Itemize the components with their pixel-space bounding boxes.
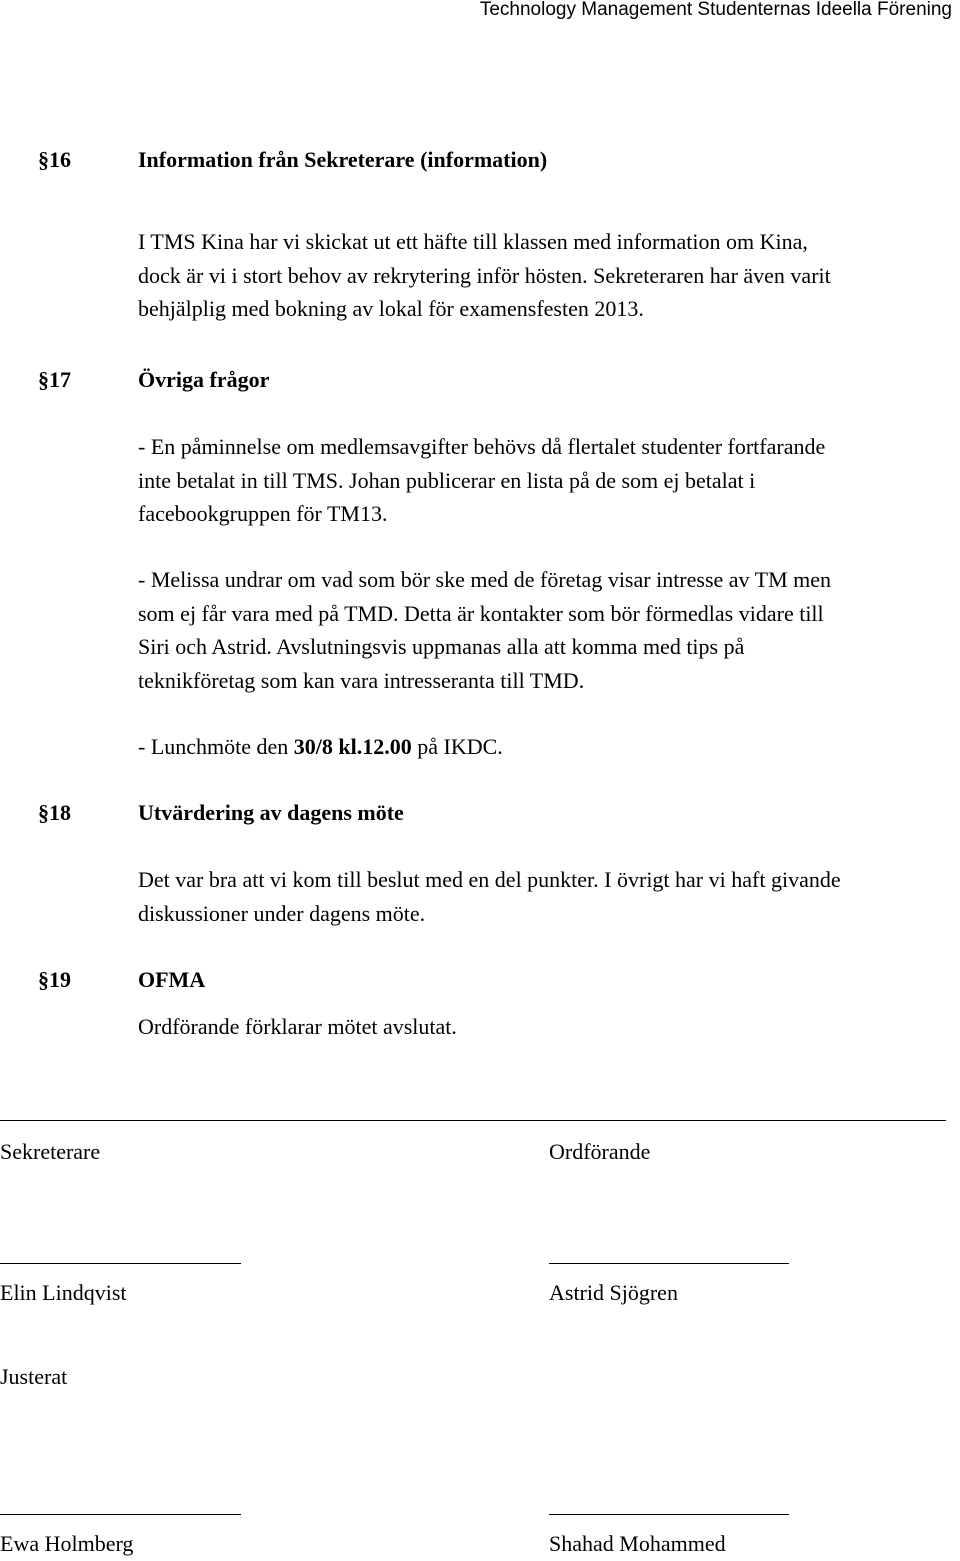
- signature-divider: [0, 1120, 946, 1121]
- section-number: §18: [38, 800, 71, 825]
- section-title: Information från Sekreterare (information): [138, 147, 548, 172]
- section-19-paragraph: Ordförande förklarar mötet avslutat.: [138, 1014, 457, 1039]
- section-number: §17: [38, 367, 71, 392]
- section-title: OFMA: [138, 967, 206, 992]
- section-number: §19: [38, 967, 71, 992]
- signatory-name: Elin Lindqvist: [0, 1280, 127, 1305]
- section-18-heading: [38, 798, 950, 828]
- signature-line: [549, 1514, 789, 1515]
- section-title: Utvärdering av dagens möte: [138, 800, 404, 825]
- adjuster-name: Shahad Mohammed: [549, 1531, 726, 1556]
- section-17-paragraph-membership: - En påminnelse om medlemsavgifter behövs då flertalet studenter fortfarande inte betalat in till TMS. Johan publicerar en lista på de som ej betalat i facebookgruppen för TM13.: [138, 434, 826, 526]
- lunch-time: 30/8 kl.12.00: [293, 734, 412, 759]
- section-16-paragraph: I TMS Kina har vi skickat ut ett häfte till klassen med information om Kina, dock är vi i stort behov av rekrytering inför hösten. Sekreteraren har även varit behjälplig med bokning av lokal för examensfesten 2013.: [138, 229, 831, 321]
- section-title: Övriga frågor: [138, 367, 270, 392]
- adjusted-label: Justerat: [0, 1364, 68, 1389]
- section-17-lunch-note: [138, 730, 950, 764]
- section-19-heading: [38, 965, 950, 995]
- role-label-chair: Ordförande: [549, 1139, 651, 1164]
- section-17-paragraph-companies: - Melissa undrar om vad som bör ske med de företag visar intresse av TM men som ej får vara med på TMD. Detta är kontakter som bör förmedlas vidare till Siri och Astrid. Avslutningsvis uppmanas alla att komma med tips på teknikföretag som kan vara intresseranta till TMD.: [138, 567, 832, 693]
- section-17-heading: [38, 365, 950, 395]
- section-16-heading: [38, 145, 950, 175]
- page-header: Technology Management Studenternas Ideella Förening: [479, 0, 952, 20]
- signatory-name: Astrid Sjögren: [549, 1280, 678, 1305]
- role-label-secretary: Sekreterare: [0, 1139, 101, 1164]
- adjuster-name: Ewa Holmberg: [0, 1531, 134, 1556]
- signature-line: [0, 1514, 241, 1515]
- lunch-suffix: på IKDC.: [411, 734, 503, 759]
- lunch-prefix: - Lunchmöte den: [138, 734, 294, 759]
- section-number: §16: [38, 147, 71, 172]
- section-18-paragraph: Det var bra att vi kom till beslut med en del punkter. I övrigt har vi haft givande diskussioner under dagens möte.: [138, 867, 841, 926]
- signature-line: [0, 1263, 241, 1264]
- signature-line: [549, 1263, 789, 1264]
